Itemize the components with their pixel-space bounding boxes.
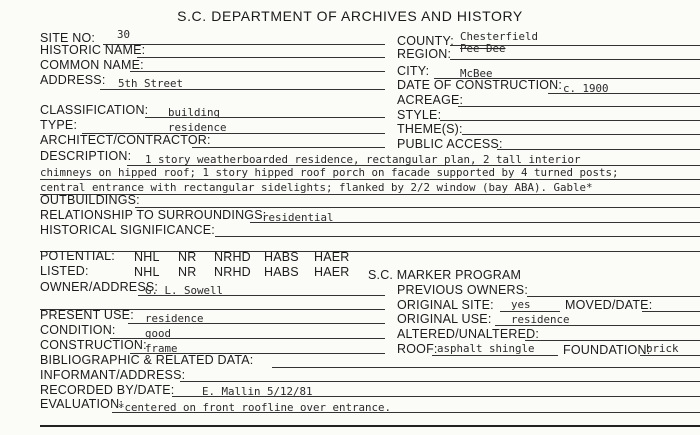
county-label: COUNTY: [397, 34, 454, 48]
classification-label: CLASSIFICATION: [40, 103, 149, 117]
outbuildings-label: OUTBUILDINGS: [40, 193, 140, 207]
foundation-line [640, 355, 700, 356]
form-title: S.C. DEPARTMENT OF ARCHIVES AND HISTORY [177, 8, 523, 24]
classification-value: building [168, 106, 221, 119]
region-label: REGION: [397, 47, 452, 61]
potential-nhl: NHL [134, 250, 160, 264]
historic-name-label: HISTORIC NAME: [40, 43, 146, 57]
potential-nrhd: NRHD [214, 250, 251, 264]
present-use-label: PRESENT USE: [40, 308, 134, 322]
common-name-line [130, 71, 385, 72]
condition-label: CONDITION: [40, 323, 116, 337]
informant-line [180, 381, 700, 382]
themes-line [462, 134, 700, 135]
original-use-value: residence [511, 313, 570, 326]
style-label: STYLE: [397, 108, 442, 122]
public-access-line [497, 149, 700, 150]
themes-label: THEME(S): [397, 122, 463, 136]
condition-value: good [145, 327, 172, 340]
original-use-label: ORIGINAL USE: [397, 312, 492, 326]
original-site-label: ORIGINAL SITE: [397, 298, 494, 312]
original-use-line [495, 325, 700, 326]
historical-significance-label: HISTORICAL SIGNIFICANCE: [40, 223, 215, 237]
evaluation-line [112, 412, 700, 413]
construction-value: frame [145, 342, 178, 355]
description-line-1: 1 story weatherboarded residence, rectangular plan, 2 tall interior [145, 153, 581, 166]
description-label: DESCRIPTION: [40, 149, 132, 163]
listed-label: LISTED: [40, 264, 89, 278]
type-value: residence [168, 121, 227, 134]
listed-nrhd: NRHD [214, 265, 251, 279]
construction-label: CONSTRUCTION: [40, 338, 147, 352]
potential-nr: NR [178, 250, 197, 264]
date-of-construction-line [548, 93, 700, 94]
description-rule-2 [40, 179, 700, 180]
owner-value: G. L. Sowell [145, 284, 224, 297]
owner-label: OWNER/ADDRESS: [40, 280, 159, 294]
informant-label: INFORMANT/ADDRESS: [40, 368, 186, 382]
previous-owners-label: PREVIOUS OWNERS: [397, 283, 528, 297]
common-name-label: COMMON NAME: [40, 58, 144, 72]
recorded-by-line [172, 396, 700, 397]
condition-line [110, 338, 385, 339]
foundation-value: brick [646, 342, 679, 355]
listed-nhl: NHL [134, 265, 160, 279]
bibliographic-line [272, 367, 700, 368]
recorded-by-label: RECORDED BY/DATE: [40, 383, 175, 397]
altered-line [525, 340, 700, 341]
foundation-label: FOUNDATION: [563, 343, 651, 357]
original-site-line [500, 311, 560, 312]
description-line-2: chimneys on hipped roof; 1 story hipped roof porch on facade supported by 4 turned posts; [40, 166, 619, 179]
region-value: Pee Dee [460, 42, 506, 55]
potential-label: POTENTIAL: [40, 249, 115, 263]
description-line-3: central entrance with rectangular sidelights; flanked by 2/2 window (bay ABA). Gable* [40, 181, 593, 194]
acreage-line [458, 106, 700, 107]
present-use-value: residence [145, 312, 204, 325]
bibliographic-label: BIBLIOGRAPHIC & RELATED DATA: [40, 353, 254, 367]
region-line [450, 59, 700, 60]
owner-line [138, 295, 385, 296]
style-line [440, 120, 700, 121]
historical-significance-line [215, 236, 700, 237]
city-label: CITY: [397, 64, 430, 78]
public-access-label: PUBLIC ACCESS: [397, 137, 503, 151]
classification-line [145, 117, 385, 118]
evaluation-label: EVALUATION: [40, 397, 124, 411]
address-line [100, 89, 385, 90]
address-value: 5th Street [118, 77, 184, 90]
architect-line [192, 147, 385, 148]
type-label: TYPE: [40, 118, 78, 132]
present-use-line [128, 323, 385, 324]
architect-label: ARCHITECT/CONTRACTOR: [40, 133, 211, 147]
site-no-label: SITE NO: [40, 31, 96, 45]
evaluation-extra-line [40, 425, 700, 427]
listed-haer: HAER [314, 265, 350, 279]
date-of-construction-label: DATE OF CONSTRUCTION: [397, 78, 563, 92]
potential-haer: HAER [314, 250, 350, 264]
county-value: Chesterfield [460, 30, 539, 43]
site-no-value: 30 [117, 28, 131, 41]
relationship-value: residential [262, 211, 334, 224]
address-label: ADDRESS: [40, 73, 106, 87]
evaluation-value: *centered on front roofline over entrance. [118, 401, 392, 414]
marker-program-label: S.C. MARKER PROGRAM [368, 268, 522, 282]
relationship-line [250, 222, 700, 223]
roof-label: ROOF: [397, 342, 438, 356]
moved-date-label: MOVED/DATE: [565, 298, 653, 312]
date-of-construction-value: c. 1900 [563, 82, 609, 95]
previous-owners-line [527, 296, 700, 297]
recorded-by-value: E. Mallin 5/12/81 [202, 385, 313, 398]
listed-nr: NR [178, 265, 197, 279]
original-site-value: yes [511, 298, 531, 311]
altered-label: ALTERED/UNALTERED: [397, 327, 540, 341]
roof-line [432, 355, 558, 356]
historic-name-line [137, 57, 385, 58]
listed-habs: HABS [264, 265, 299, 279]
relationship-label: RELATIONSHIP TO SURROUNDINGS: [40, 208, 267, 222]
roof-value: asphalt shingle [437, 342, 535, 355]
potential-habs: HABS [264, 250, 299, 264]
acreage-label: ACREAGE: [397, 93, 464, 107]
city-value: McBee [460, 67, 493, 80]
moved-date-line [642, 311, 700, 312]
